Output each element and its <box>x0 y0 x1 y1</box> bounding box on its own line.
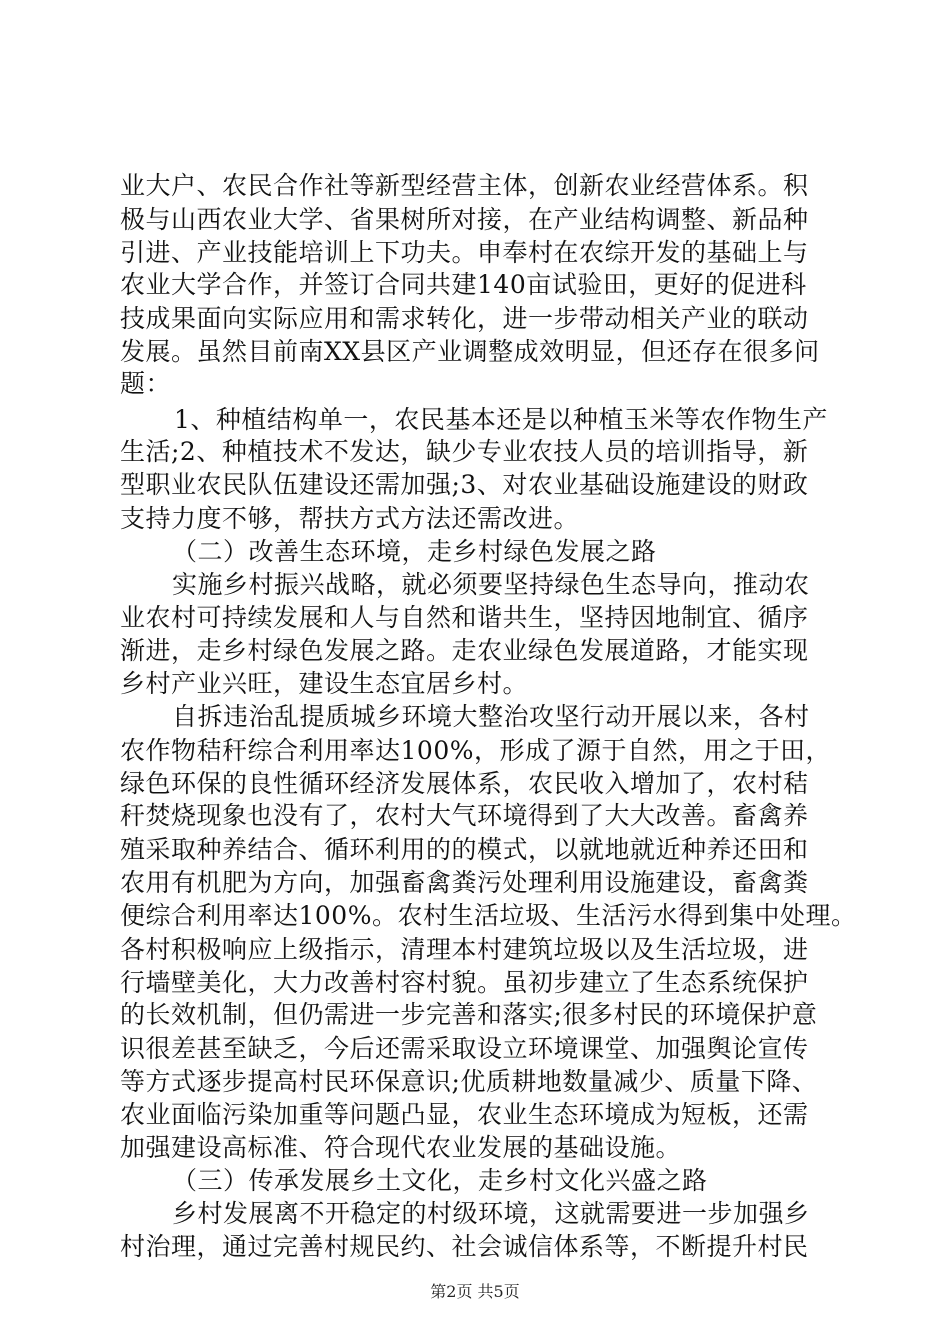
text-line: 农业面临污染加重等问题凸显，农业生态环境成为短板，还需 <box>120 1099 809 1129</box>
text-line: 农作物秸秆综合利用率达100%，形成了源于自然，用之于田， <box>120 735 831 765</box>
text-line: 的长效机制，但仍需进一步完善和落实;很多村民的环境保护意 <box>120 1000 818 1030</box>
text-line: 绿色环保的良性循环经济发展体系，农民收入增加了，农村秸 <box>120 768 809 798</box>
text-line: 实施乡村振兴战略，就必须要坚持绿色生态导向，推动农 <box>172 569 810 599</box>
section-heading: （三）传承发展乡土文化，走乡村文化兴盛之路 <box>172 1166 708 1196</box>
text-line: 业大户、农民合作社等新型经营主体，创新农业经营体系。积 <box>120 171 809 200</box>
text-line: 秆焚烧现象也没有了，农村大气环境得到了大大改善。畜禽养 <box>120 801 809 831</box>
text-line: 乡村发展离不开稳定的村级环境，这就需要进一步加强乡 <box>172 1199 810 1229</box>
text-line: 村治理，通过完善村规民约、社会诚信体系等，不断提升村民 <box>120 1232 809 1261</box>
text-line: 乡村产业兴旺，建设生态宜居乡村。 <box>120 669 529 699</box>
text-line: 自拆违治乱提质城乡环境大整治攻坚行动开展以来，各村 <box>172 702 810 731</box>
text-line: 渐进，走乡村绿色发展之路。走农业绿色发展道路，才能实现 <box>120 636 809 666</box>
text-line: 等方式逐步提高村民环保意识;优质耕地数量减少、质量下降、 <box>120 1066 818 1096</box>
text-line: 农业大学合作，并签订合同共建140亩试验田，更好的促进科 <box>120 270 807 300</box>
text-line: 便综合利用率达100%。农村生活垃圾、生活污水得到集中处理。 <box>120 900 857 930</box>
text-line: 业农村可持续发展和人与自然和谐共生，坚持因地制宜、循序 <box>120 602 809 632</box>
text-line: 加强建设高标准、符合现代农业发展的基础设施。 <box>120 1132 682 1162</box>
text-line: 引进、产业技能培训上下功夫。申奉村在农综开发的基础上与 <box>120 237 809 267</box>
text-line: 农用有机肥为方向，加强畜禽粪污处理利用设施建设，畜禽粪 <box>120 868 809 897</box>
text-line: 技成果面向实际应用和需求转化，进一步带动相关产业的联动 <box>120 304 809 334</box>
text-line: 极与山西农业大学、省果树所对接，在产业结构调整、新品种 <box>120 204 809 234</box>
text-line: 各村积极响应上级指示，清理本村建筑垃圾以及生活垃圾，进 <box>120 934 809 964</box>
text-line: 行墙壁美化，大力改善村容村貌。虽初步建立了生态系统保护 <box>120 967 809 997</box>
text-line: 题： <box>120 368 172 398</box>
text-line: 型职业农民队伍建设还需加强;3、对农业基础设施建设的财政 <box>120 470 809 500</box>
text-line: 识很差甚至缺乏，今后还需采取设立环境课堂、加强舆论宣传 <box>120 1034 809 1064</box>
text-line: 发展。虽然目前南XX县区产业调整成效明显，但还存在很多问 <box>120 337 820 366</box>
section-heading: （二）改善生态环境，走乡村绿色发展之路 <box>172 536 657 566</box>
text-line: 1、种植结构单一，农民基本还是以种植玉米等农作物生产 <box>174 404 828 434</box>
text-line: 支持力度不够，帮扶方式方法还需改进。 <box>120 504 580 533</box>
page-number-footer: 第2页 共5页 <box>430 1282 520 1301</box>
text-line: 生活;2、种植技术不发达，缺少专业农技人员的培训指导，新 <box>120 437 809 467</box>
text-line: 殖采取种养结合、循环利用的的模式，以就地就近种养还田和 <box>120 835 809 865</box>
